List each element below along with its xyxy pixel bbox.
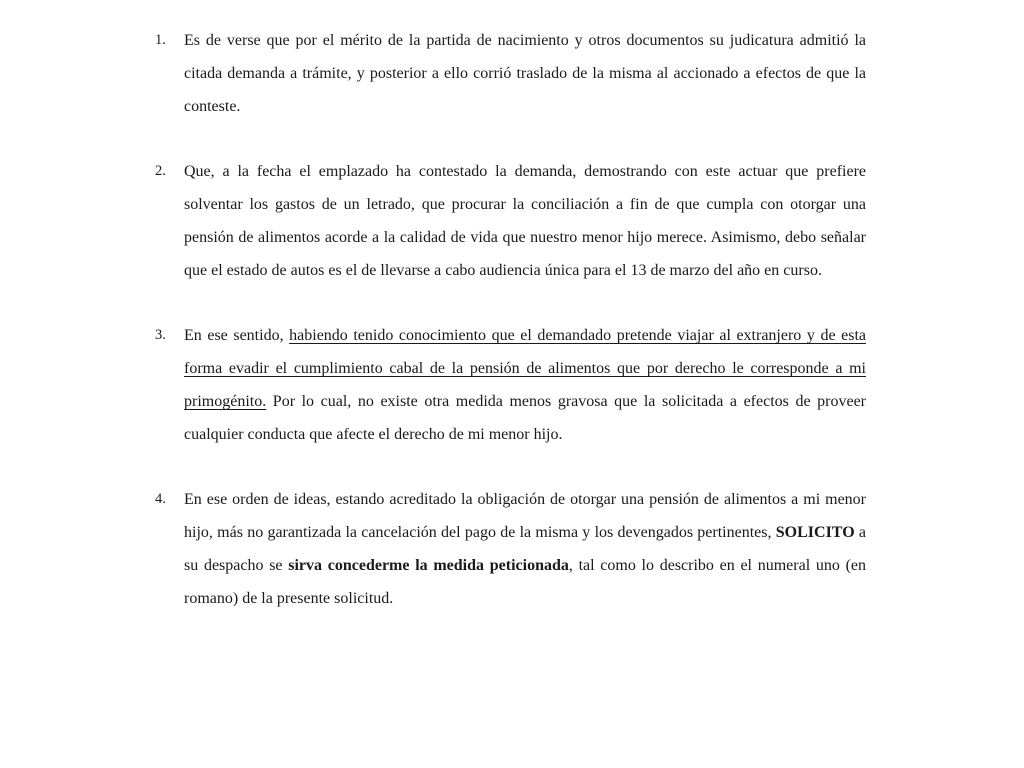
bold-request-keyword: SOLICITO	[775, 524, 855, 541]
item-number: 4.	[155, 491, 166, 507]
paragraph-rest: Por lo cual, no existe otra medida menos gravosa que la solicitada a efectos de proveer cualquier conducta que afecte el derecho de mi menor hijo.	[184, 393, 866, 443]
paragraph-intro: En ese sentido,	[184, 327, 290, 344]
paragraph-text	[184, 319, 866, 451]
item-number: 2.	[155, 163, 166, 179]
paragraph-rest: , tal como lo describo en el numeral uno (en romano) de la presente solicitud.	[184, 557, 866, 607]
paragraph-text	[184, 483, 866, 615]
list-item	[150, 155, 866, 287]
underlined-statement: habiendo tenido conocimiento que el demandado pretende viajar al extranjero y de esta forma evadir el cumplimiento cabal de la pensión de alimentos que por derecho le corresponde a mi primogénito.	[184, 327, 867, 410]
paragraph-middle: a su despacho se	[184, 524, 867, 574]
item-number: 1.	[155, 32, 166, 48]
paragraph-intro: En ese orden de ideas, estando acreditado la obligación de otorgar una pensión de alimentos a mi menor hijo, más no garantizada la cancelación del pago de la misma y los devengados pertinentes,	[184, 491, 866, 541]
paragraph-text: Que, a la fecha el emplazado ha contestado la demanda, demostrando con este actuar que prefiere solventar los gastos de un letrado, que procurar la conciliación a fin de que cumpla con otorgar una pensión de alimentos acorde a la calidad de vida que nuestro menor hijo merece. Asimismo, debo señalar que el estado de autos es el de llevarse a cabo audiencia única para el 13 de marzo del año en curso.	[184, 163, 866, 279]
bold-request-phrase: sirva concederme la medida peticionada	[288, 557, 569, 574]
numbered-list	[150, 24, 866, 647]
list-item	[150, 483, 866, 615]
paragraph-text: Es de verse que por el mérito de la partida de nacimiento y otros documentos su judicatura admitió la citada demanda a trámite, y posterior a ello corrió traslado de la misma al accionado a efectos de que la conteste.	[184, 32, 866, 115]
list-item	[150, 24, 866, 123]
list-item	[150, 319, 866, 451]
item-number: 3.	[155, 327, 166, 343]
